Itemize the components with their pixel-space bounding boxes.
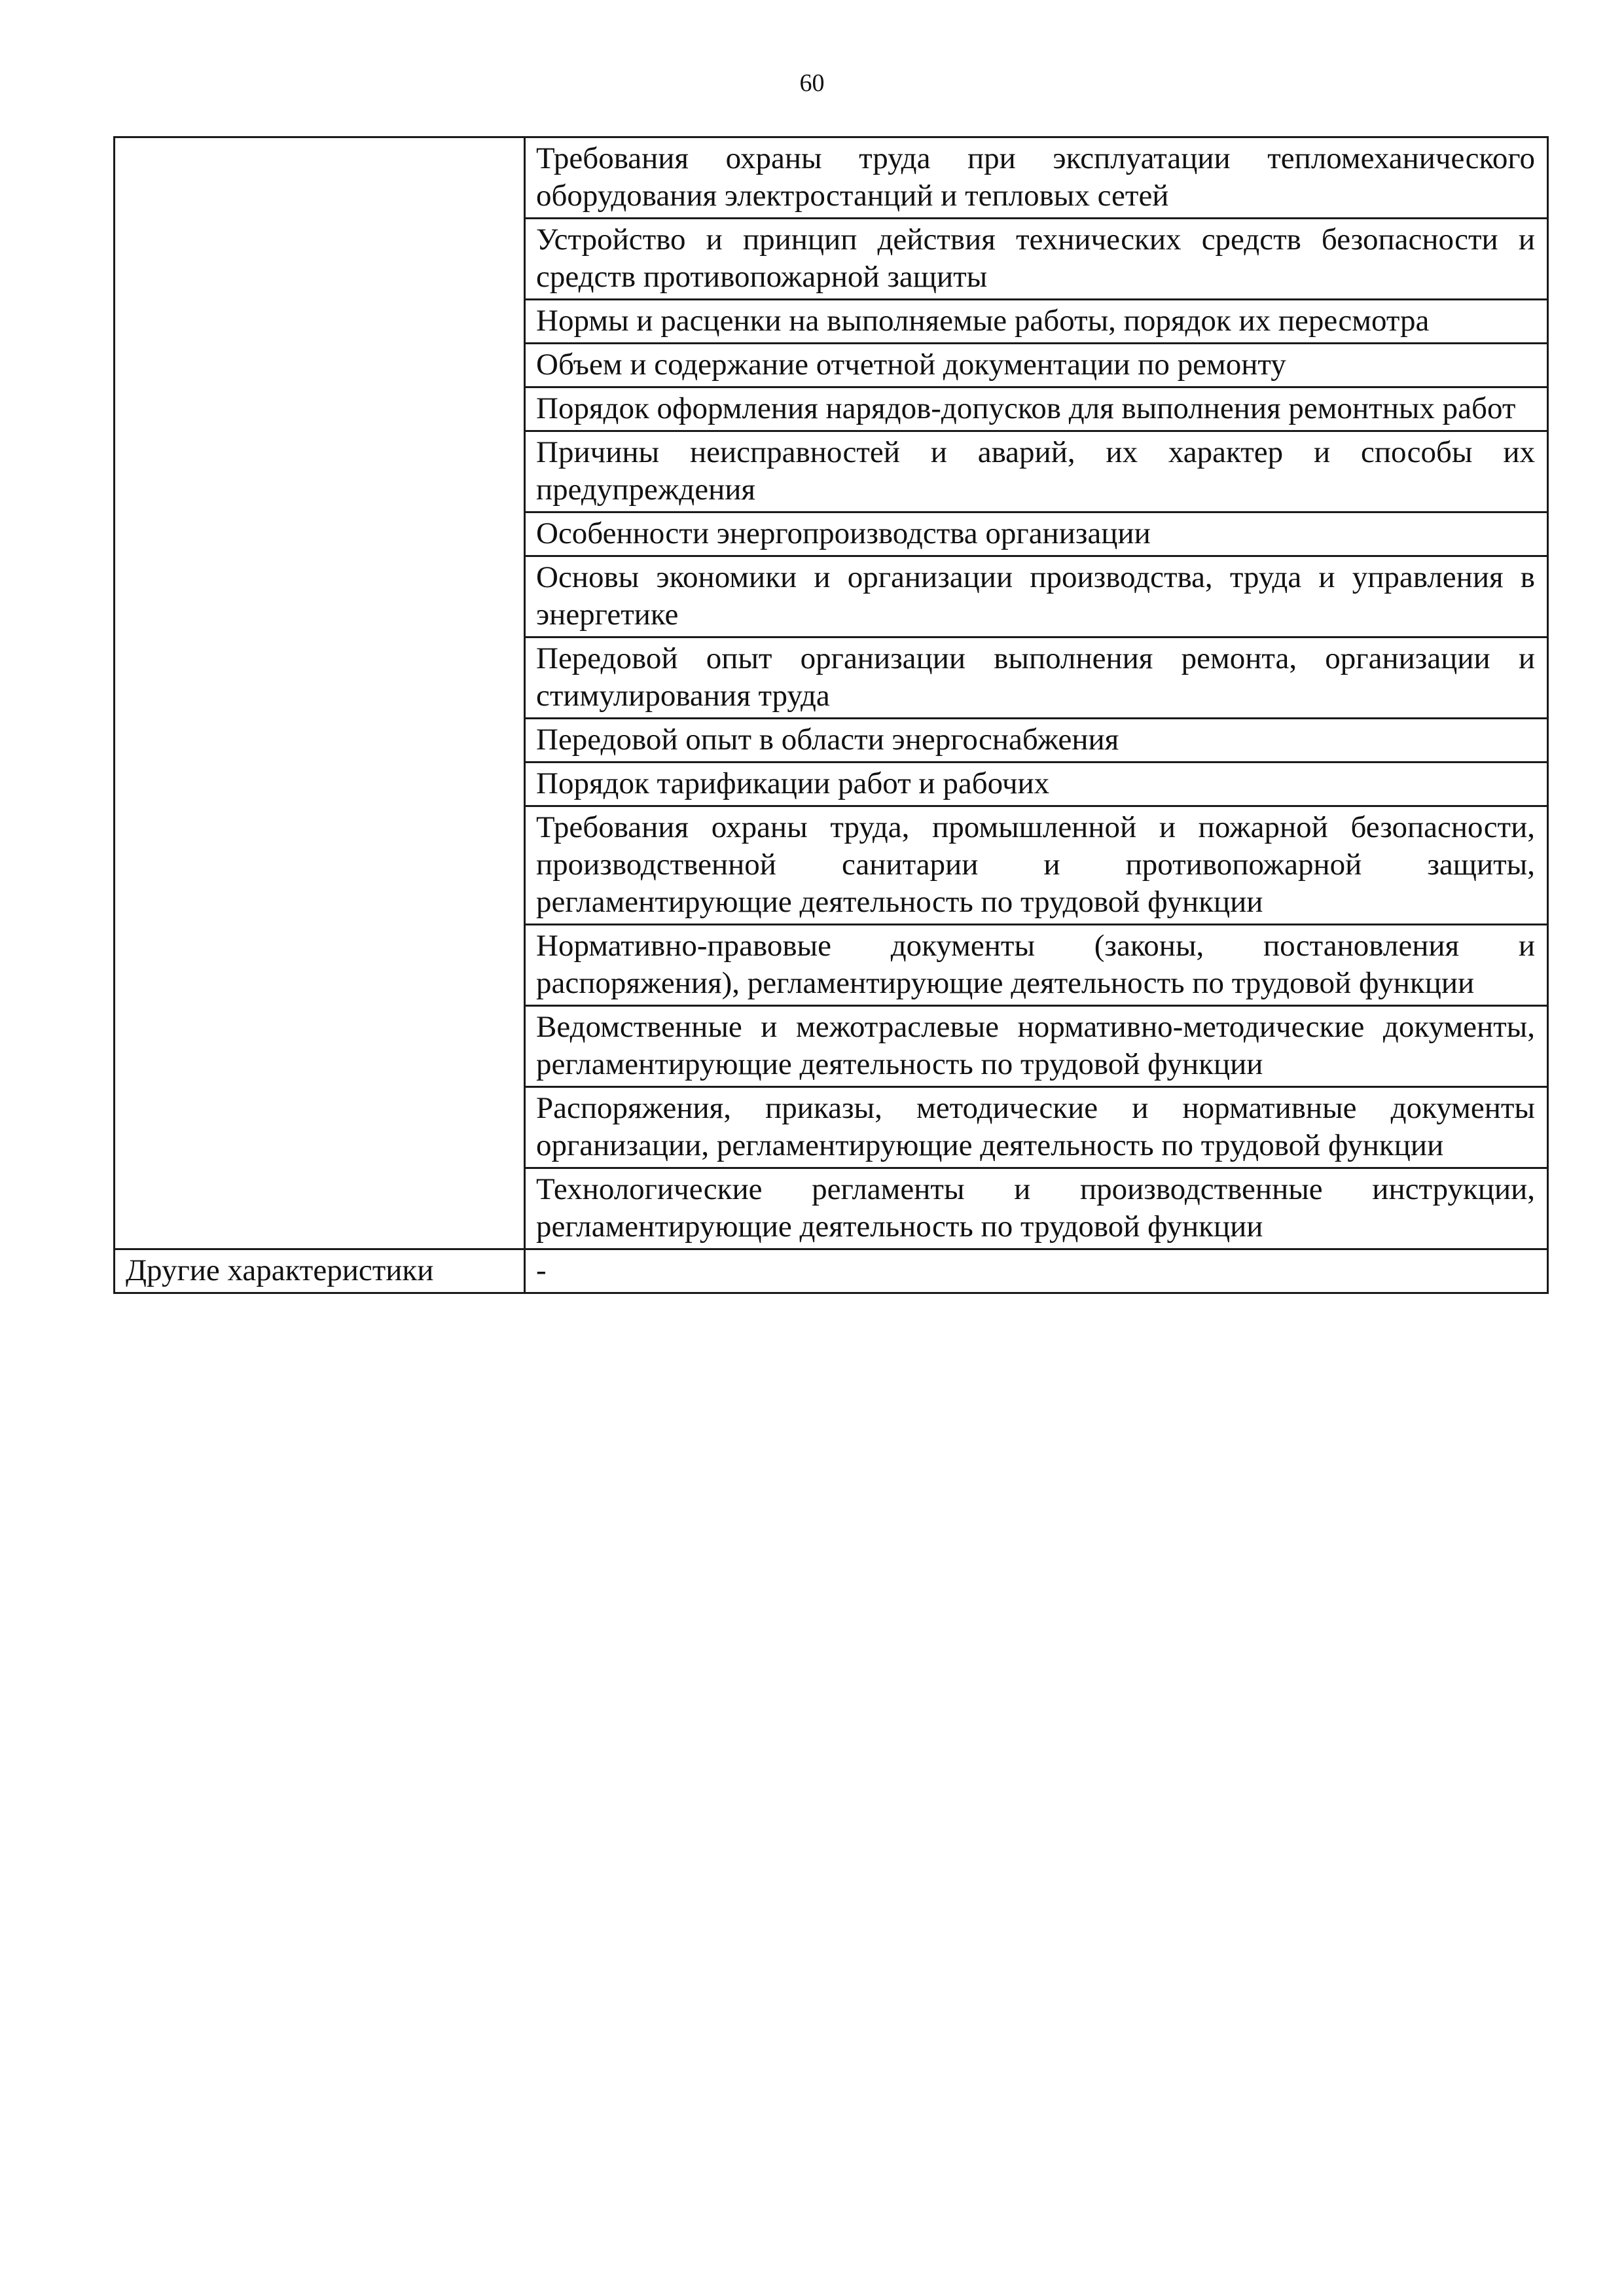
requirement-item: Причины неисправностей и аварий, их характер и способы их предупреждения — [525, 431, 1548, 512]
requirement-item: Передовой опыт в области энергоснабжения — [525, 719, 1548, 762]
table-row — [115, 137, 1548, 219]
requirement-item: Порядок тарификации работ и рабочих — [525, 762, 1548, 806]
requirement-item: Требования охраны труда, промышленной и пожарной безопасности, производственной санитарии и противопожарной защиты, регламентирующие деятельность по трудовой функции — [525, 806, 1548, 925]
requirement-item: Нормативно-правовые документы (законы, постановления и распоряжения), регламентирующие деятельность по трудовой функции — [525, 925, 1548, 1006]
requirement-item: Передовой опыт организации выполнения ремонта, организации и стимулирования труда — [525, 637, 1548, 719]
requirement-item: Порядок оформления нарядов-допусков для выполнения ремонтных работ — [525, 387, 1548, 431]
requirement-item: Технологические регламенты и производственные инструкции, регламентирующие деятельность по трудовой функции — [525, 1168, 1548, 1249]
other-characteristics-row — [115, 1249, 1548, 1293]
requirement-item: Распоряжения, приказы, методические и нормативные документы организации, регламентирующие деятельность по трудовой функции — [525, 1087, 1548, 1168]
requirement-item: Требования охраны труда при эксплуатации тепломеханического оборудования электростанций и тепловых сетей — [525, 137, 1548, 219]
page-number: 60 — [799, 69, 825, 97]
requirement-item: Ведомственные и межотраслевые нормативно-методические документы, регламентирующие деятельность по трудовой функции — [525, 1006, 1548, 1087]
other-characteristics-label: Другие характеристики — [115, 1249, 525, 1293]
requirement-item: Нормы и расценки на выполняемые работы, порядок их пересмотра — [525, 300, 1548, 344]
requirement-item: Устройство и принцип действия технических средств безопасности и средств противопожарной защиты — [525, 219, 1548, 300]
requirement-item: Особенности энергопроизводства организации — [525, 512, 1548, 556]
empty-label-cell — [115, 137, 525, 1249]
requirement-item: Основы экономики и организации производства, труда и управления в энергетике — [525, 556, 1548, 637]
knowledge-requirements-table — [113, 136, 1549, 1294]
other-characteristics-value: - — [525, 1249, 1548, 1293]
requirement-item: Объем и содержание отчетной документации по ремонту — [525, 344, 1548, 387]
